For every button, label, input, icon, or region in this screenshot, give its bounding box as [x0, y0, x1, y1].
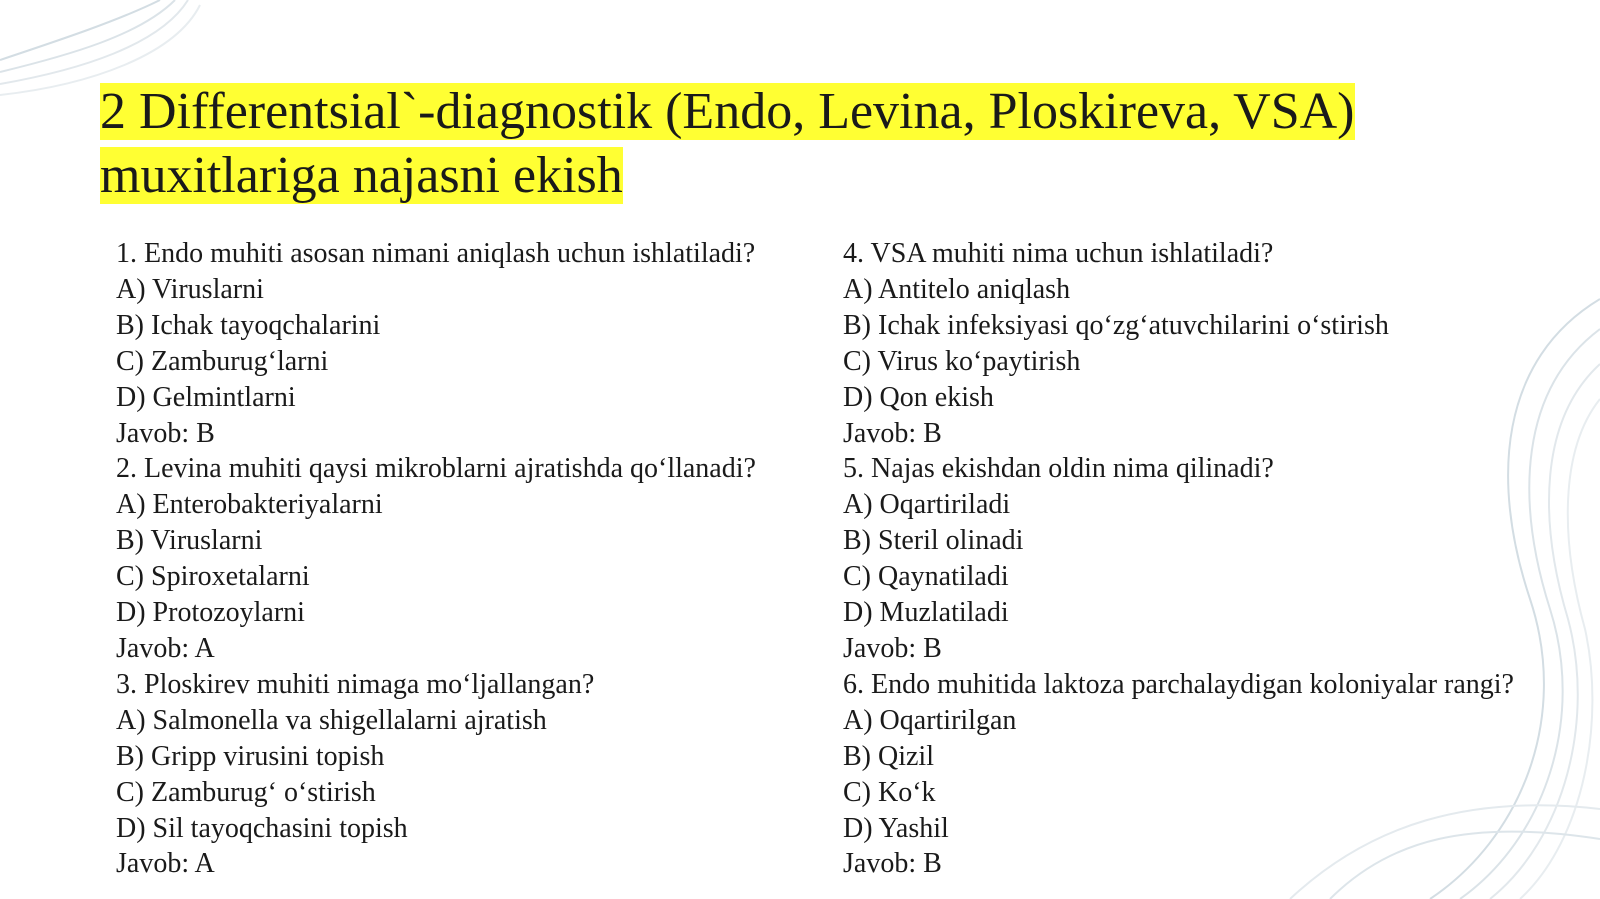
q6-option-b: B) Qizil — [843, 740, 934, 772]
q2-answer: Javob: A — [116, 632, 215, 664]
q5-option-a: A) Oqartiriladi — [843, 489, 1011, 521]
slide-title-line1: 2 Differentsial`-diagnostik (Endo, Levina, Ploskireva, VSA) — [100, 83, 1355, 140]
q1-option-d: D) Gelmintlarni — [116, 381, 296, 413]
q1-option-b: B) Ichak tayoqchalarini — [116, 309, 381, 341]
q3-option-d: D) Sil tayoqchasini topish — [116, 812, 408, 844]
q3-answer: Javob: A — [116, 848, 215, 880]
q6-answer: Javob: B — [843, 848, 942, 880]
q1-answer: Javob: B — [116, 417, 215, 449]
question-3: 3. Ploskirev muhiti nimaga mo‘ljallangan? — [116, 668, 595, 700]
q2-option-c: C) Spiroxetalarni — [116, 561, 310, 593]
q3-option-b: B) Gripp virusini topish — [116, 740, 385, 772]
question-5: 5. Najas ekishdan oldin nima qilinadi? — [843, 453, 1274, 485]
q4-answer: Javob: B — [843, 417, 942, 449]
slide-title-line2: muxitlariga najasni ekish — [100, 147, 623, 204]
q4-option-d: D) Qon ekish — [843, 381, 994, 413]
q2-option-d: D) Protozoylarni — [116, 597, 305, 629]
question-2: 2. Levina muhiti qaysi mikroblarni ajratishda qo‘llanadi? — [116, 453, 756, 485]
q3-option-c: C) Zamburug‘ o‘stirish — [116, 776, 376, 808]
question-1: 1. Endo muhiti asosan nimani aniqlash uchun ishlatiladi? — [116, 238, 756, 269]
q5-option-c: C) Qaynatiladi — [843, 561, 1009, 593]
q1-option-a: A) Viruslarni — [116, 273, 264, 305]
q1-option-c: C) Zamburug‘larni — [116, 345, 329, 377]
q5-option-d: D) Muzlatiladi — [843, 597, 1009, 629]
question-4: 4. VSA muhiti nima uchun ishlatiladi? — [843, 238, 1274, 269]
q2-option-b: B) Viruslarni — [116, 525, 263, 557]
q3-option-a: A) Salmonella va shigellalarni ajratish — [116, 704, 547, 736]
q6-option-a: A) Oqartirilgan — [843, 704, 1017, 736]
q4-option-a: A) Antitelo aniqlash — [843, 273, 1071, 305]
quiz-column-left — [116, 236, 816, 882]
q5-option-b: B) Steril olinadi — [843, 525, 1024, 557]
slide-title — [100, 80, 1520, 208]
q5-answer: Javob: B — [843, 632, 942, 664]
quiz-column-right — [843, 236, 1583, 882]
q4-option-b: B) Ichak infeksiyasi qo‘zg‘atuvchilarini o‘stirish — [843, 309, 1389, 341]
q6-option-d: D) Yashil — [843, 812, 949, 844]
question-6: 6. Endo muhitida laktoza parchalaydigan koloniyalar rangi? — [843, 668, 1514, 700]
q4-option-c: C) Virus ko‘paytirish — [843, 345, 1081, 377]
q2-option-a: A) Enterobakteriyalarni — [116, 489, 383, 521]
q6-option-c: C) Ko‘k — [843, 776, 936, 808]
